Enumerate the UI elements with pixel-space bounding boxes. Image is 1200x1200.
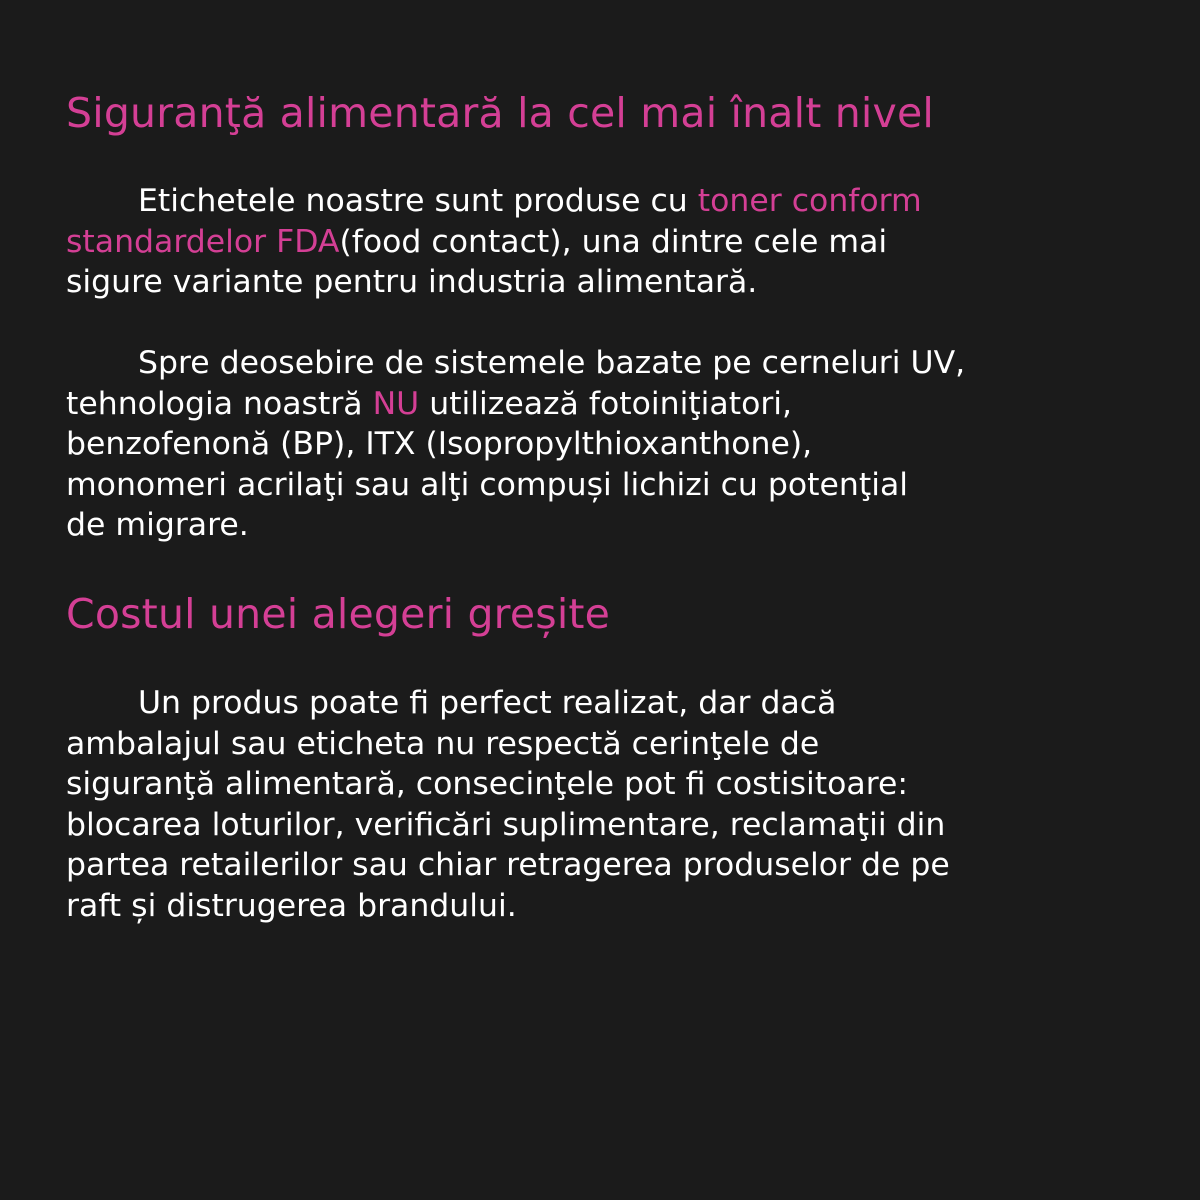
paragraph-consequences xyxy=(66,683,1076,926)
text-line xyxy=(66,181,1076,222)
text-line: siguranţă alimentară, consecinţele pot fi costisitoare: xyxy=(66,766,908,802)
text-line: Spre deosebire de sistemele bazate pe cerneluri UV, xyxy=(138,345,966,381)
text-span: utilizează fotoiniţiatori, xyxy=(419,385,793,422)
section-heading-food-safety: Siguranţă alimentară la cel mai înalt nivel xyxy=(66,89,934,137)
text-line: blocarea loturilor, verificări suplimentare, reclamaţii din xyxy=(66,806,946,843)
text-line: raft și distrugerea brandului. xyxy=(66,887,517,924)
highlight-text: NU xyxy=(372,385,420,422)
paragraph-fda-toner xyxy=(66,181,1076,303)
text-span: Etichetele noastre sunt produse cu xyxy=(138,183,698,219)
text-line: ambalajul sau eticheta nu respectă cerinţele de xyxy=(66,725,820,762)
highlight-text: toner conform xyxy=(697,183,922,219)
highlight-text: standardelor FDA xyxy=(66,223,340,260)
text-line xyxy=(66,222,1076,263)
paragraph-uv-comparison xyxy=(66,343,1076,546)
text-line: benzofenonă (BP), ITX (Isopropylthioxanthone), xyxy=(66,426,813,462)
text-line: monomeri acrilaţi sau alţi compuși lichizi cu potenţial xyxy=(66,466,908,503)
text-span: (food contact), una dintre cele mai xyxy=(339,223,888,260)
text-line: de migrare. xyxy=(66,507,249,543)
text-line: sigure variante pentru industria alimentară. xyxy=(66,264,758,300)
text-span: tehnologia noastră xyxy=(66,385,373,422)
text-line: Un produs poate fi perfect realizat, dar dacă xyxy=(138,685,837,721)
text-line: partea retailerilor sau chiar retragerea produselor de pe xyxy=(66,847,950,883)
section-heading-cost: Costul unei alegeri greșite xyxy=(66,590,611,638)
text-line xyxy=(66,384,1076,425)
